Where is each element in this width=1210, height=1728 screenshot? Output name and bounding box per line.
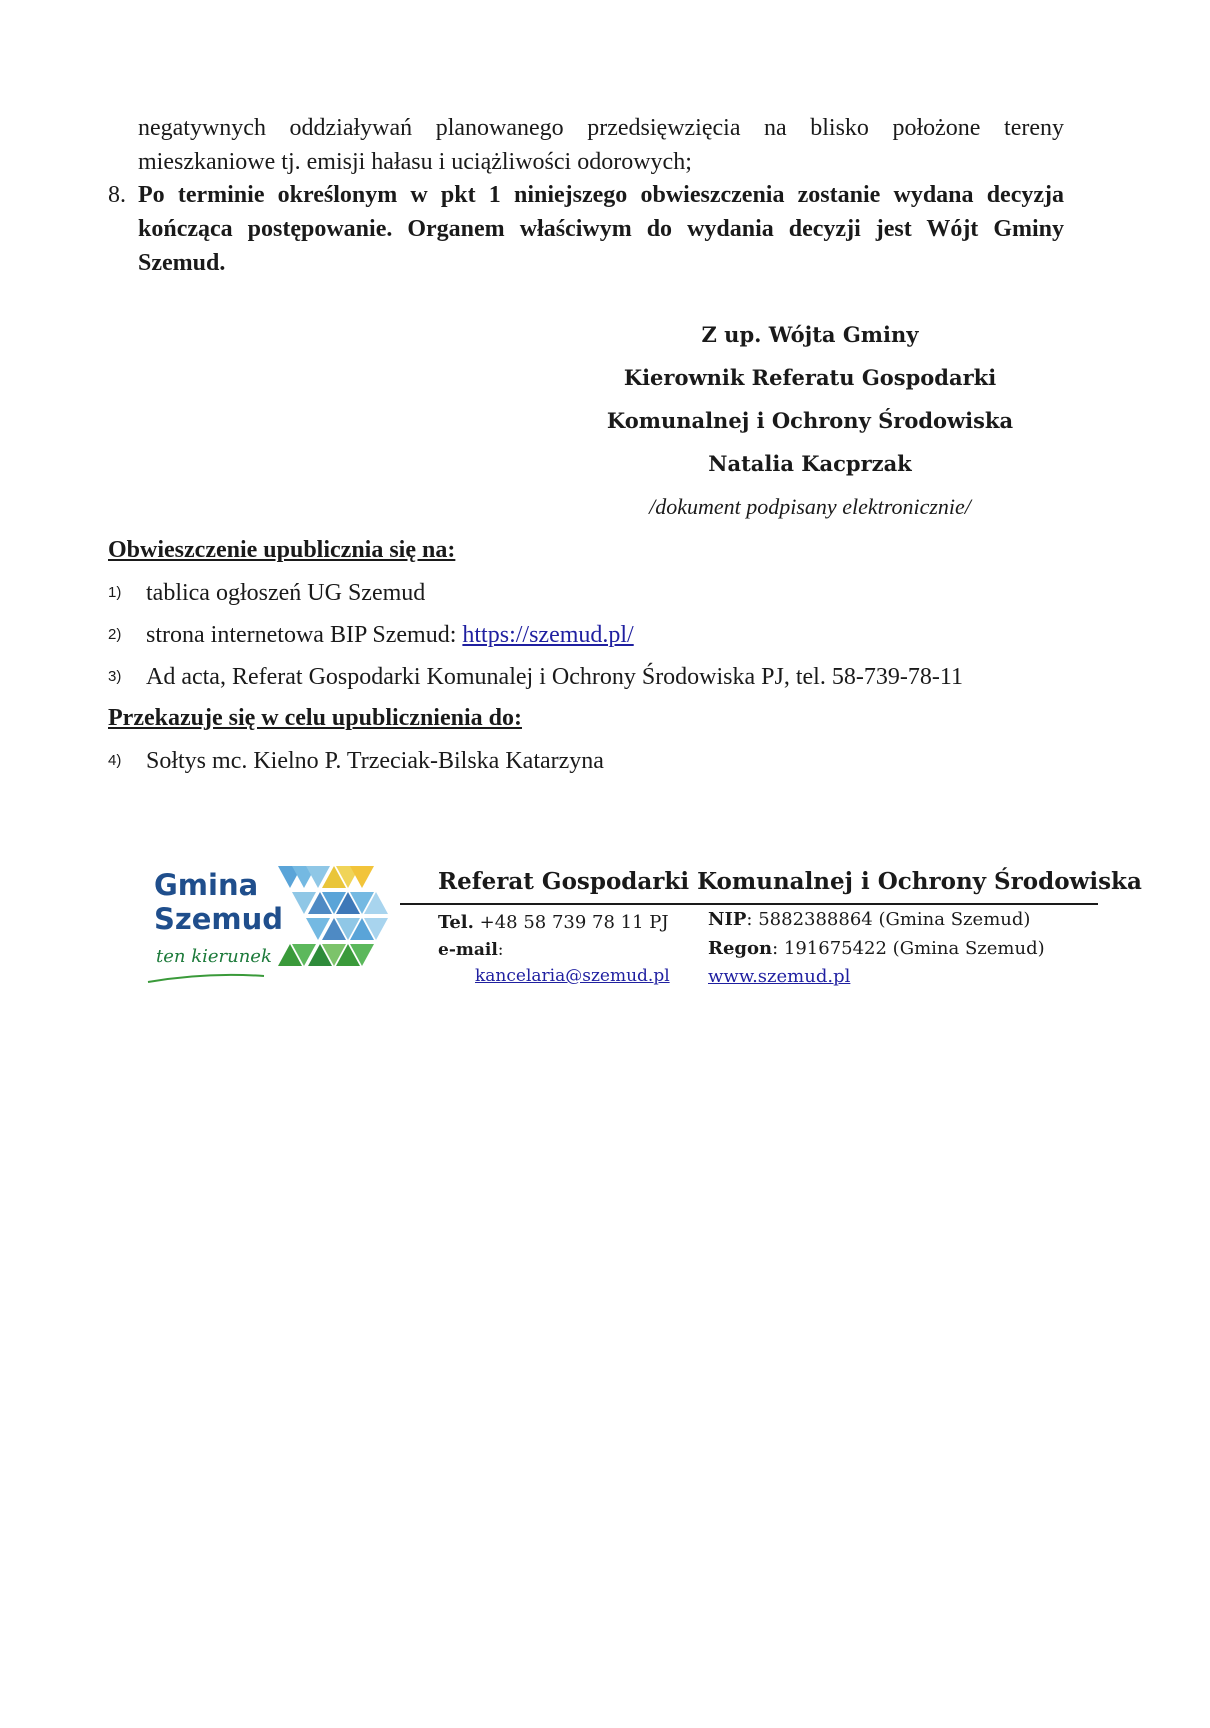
footer-phone <box>438 912 669 933</box>
continuation-line-2: mieszkaniowe tj. emisji hałasu i uciążliwości odorowych; <box>138 149 692 175</box>
footer-divider <box>400 903 1098 905</box>
tel-value: +48 58 739 78 11 PJ <box>473 912 669 933</box>
list-item-number: 2) <box>108 625 122 643</box>
list-item-text: tablica ogłoszeń UG Szemud <box>146 580 426 606</box>
email-colon: : <box>497 940 504 960</box>
logo-tagline: ten kierunek <box>156 946 272 967</box>
continuation-paragraph <box>138 111 1064 179</box>
list-item <box>108 748 604 775</box>
gmina-szemud-logo <box>146 862 392 988</box>
list-item-number: 4) <box>108 751 122 769</box>
email-label: e-mail <box>438 940 498 960</box>
tel-label: Tel. <box>438 912 474 933</box>
nip-value: : 5882388864 (Gmina Szemud) <box>746 909 1031 930</box>
item-8-paragraph <box>138 178 1064 280</box>
item-8-number: 8. <box>108 182 126 208</box>
logo-swoosh-icon <box>146 970 266 984</box>
publication-heading: Obwieszczenie upublicznia się na: <box>108 537 456 563</box>
item-8-line-3: Szemud. <box>138 250 226 276</box>
signature-line-1: Z up. Wójta Gminy <box>701 322 919 347</box>
item-8-line-1: Po terminie określonym w pkt 1 niniejszego obwieszczenia zostanie wydana decyzja <box>138 182 1064 208</box>
list-item-text: Sołtys mc. Kielno P. Trzeciak-Bilska Katarzyna <box>146 748 604 774</box>
regon-label: Regon <box>708 938 773 959</box>
signature-line-2: Kierownik Referatu Gospodarki <box>623 365 997 390</box>
nip-label: NIP <box>708 909 747 930</box>
list-item-number: 3) <box>108 667 122 685</box>
list-item-text: strona internetowa BIP Szemud: <box>146 622 463 648</box>
list-item-text: Ad acta, Referat Gospodarki Komunalej i Ochrony Środowiska PJ, tel. 58-739-78-11 <box>146 664 963 690</box>
footer-nip <box>708 909 1030 930</box>
signature-name: Natalia Kacprzak <box>708 451 912 476</box>
regon-value: : 191675422 (Gmina Szemud) <box>772 938 1045 959</box>
signature-note: /dokument podpisany elektronicznie/ <box>649 494 971 519</box>
continuation-line-1: negatywnych oddziaływań planowanego przedsięwzięcia na blisko położone tereny <box>138 115 1064 141</box>
logo-line-1: Gmina <box>154 868 259 902</box>
list-item <box>108 580 425 607</box>
footer-email-label-row <box>438 940 504 960</box>
signature-line-3: Komunalnej i Ochrony Środowiska <box>606 408 1014 433</box>
website-link[interactable]: www.szemud.pl <box>708 966 851 987</box>
bip-link[interactable]: https://szemud.pl/ <box>462 622 634 648</box>
email-link[interactable]: kancelaria@szemud.pl <box>475 966 670 986</box>
footer-title: Referat Gospodarki Komunalnej i Ochrony Środowiska <box>438 868 1142 895</box>
item-8-line-2: kończąca postępowanie. Organem właściwym do wydania decyzji jest Wójt Gminy <box>138 216 1064 242</box>
transfer-heading: Przekazuje się w celu upublicznienia do: <box>108 705 522 731</box>
logo-line-2: Szemud <box>154 902 284 936</box>
list-item-number: 1) <box>108 583 122 601</box>
logo-triangles-icon <box>278 866 390 978</box>
footer-regon <box>708 938 1045 959</box>
list-item <box>108 664 963 691</box>
list-item <box>108 622 634 649</box>
